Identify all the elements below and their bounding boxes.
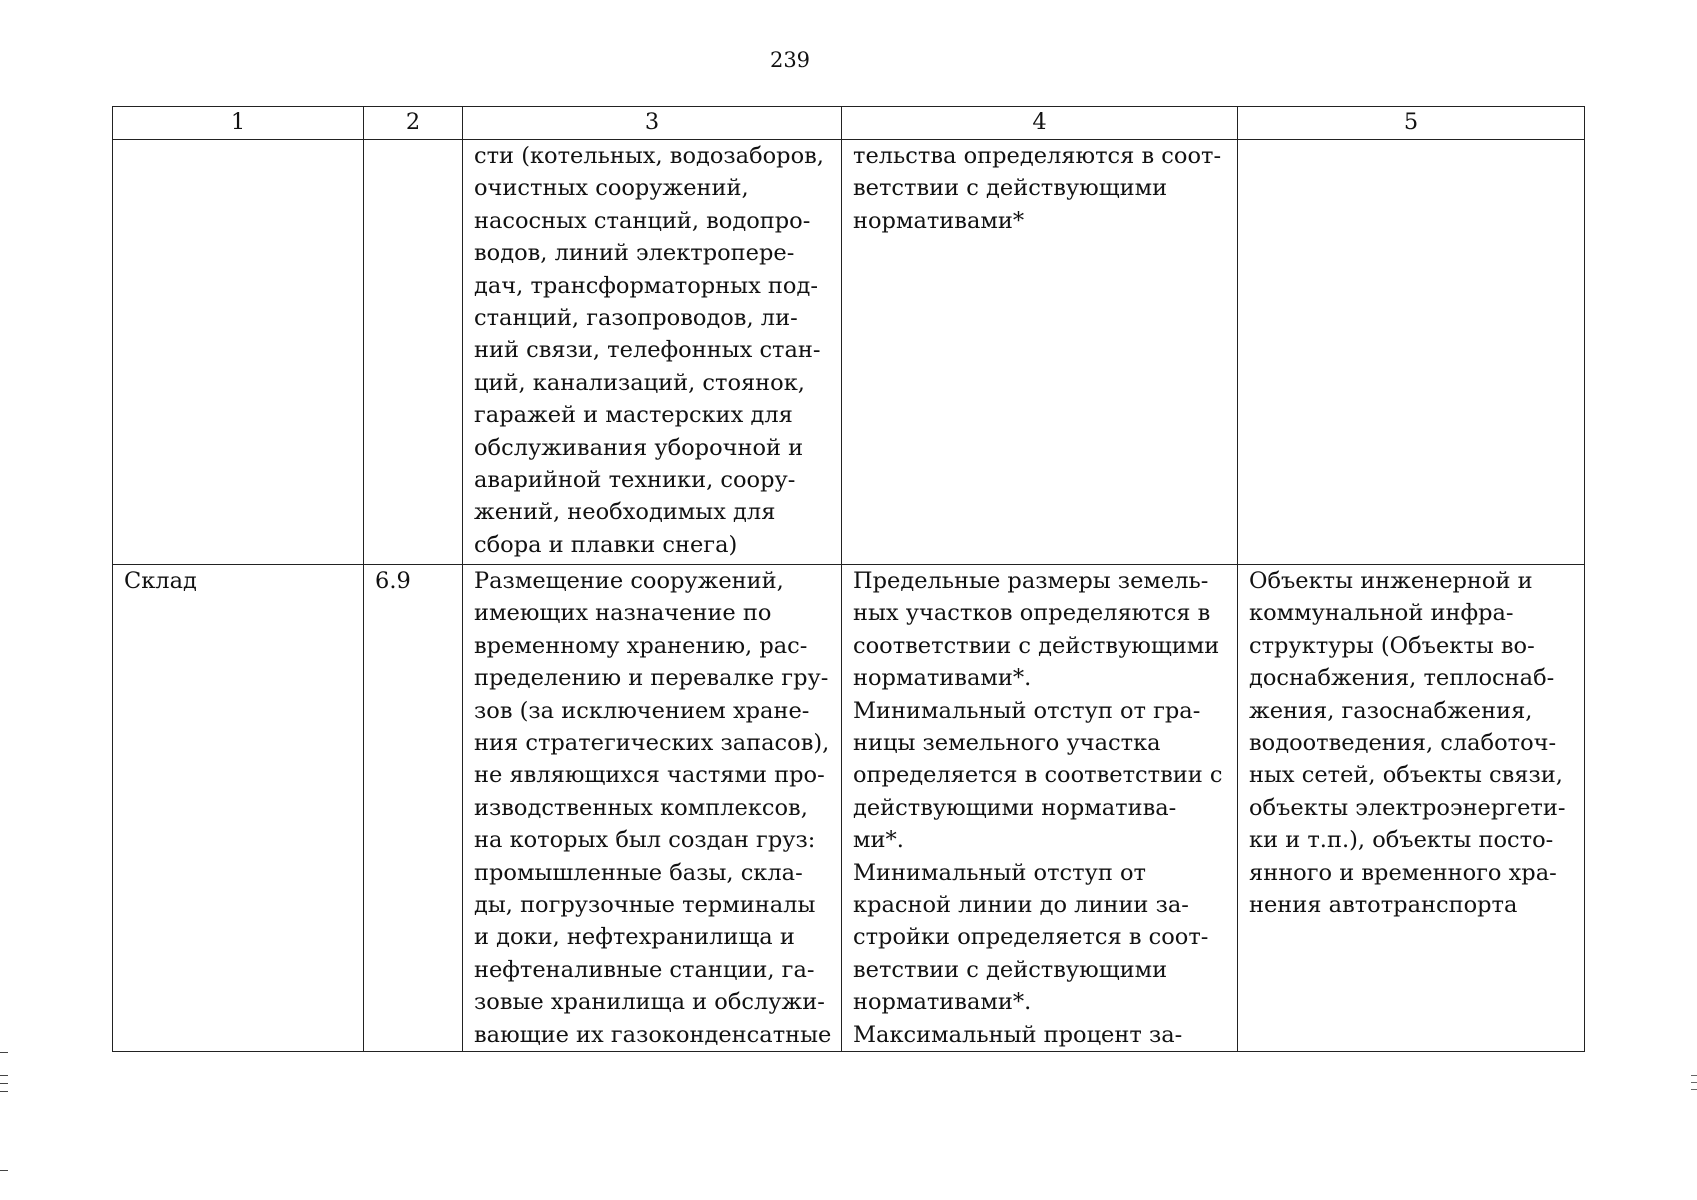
scan-margin-mark [0, 1091, 8, 1092]
column-header-2: 2 [364, 107, 463, 140]
cell-text-line: сти (котельных, водозаборов, [474, 143, 824, 169]
table-row [113, 565, 1585, 1052]
cell-text-line: Размещение сооружений, [474, 568, 784, 594]
cell-text-line: янного и временного хра- [1249, 859, 1557, 886]
cell-text-line: на которых был создан груз: [474, 827, 816, 854]
cell-text-line: водов, линий электропере- [474, 240, 795, 267]
cell-text-line: коммунальной инфра- [1249, 600, 1514, 627]
scan-margin-mark [0, 1083, 8, 1084]
cell-text-line: промышленные базы, скла- [474, 859, 803, 886]
cell-text-line: соответствии с действующими [853, 632, 1220, 659]
parameters-cell [842, 140, 1238, 565]
cell-text-line: нения автотранспорта [1249, 892, 1518, 919]
cell-text-line: ды, погрузочные терминалы [474, 892, 816, 919]
cell-text-line: зовые хранилища и обслужи- [474, 989, 825, 1016]
cell-text-line: дач, трансформаторных под- [474, 272, 818, 299]
cell-text-line: ных участков определяются в [853, 600, 1211, 627]
cell-text-line: ных сетей, объекты связи, [1249, 762, 1563, 789]
land-use-code-cell [364, 140, 463, 565]
scan-margin-mark [1691, 1075, 1697, 1076]
scan-margin-mark [1691, 1082, 1697, 1083]
cell-text-line: временному хранению, рас- [474, 632, 808, 659]
cell-text-line: тельства определяются в соот- [853, 143, 1222, 169]
cell-text-line: Объекты инженерной и [1249, 568, 1533, 594]
cell-text-line: пределению и перевалке гру- [474, 665, 829, 692]
column-header-1: 1 [113, 107, 364, 140]
scan-margin-mark [1691, 1089, 1697, 1090]
cell-text-line: ветствии с действующими [853, 956, 1168, 983]
description-cell [463, 140, 842, 565]
cell-text-line: Минимальный отступ от гра- [853, 697, 1201, 724]
land-use-table [112, 106, 1585, 1052]
cell-text-line: не являющихся частями про- [474, 762, 825, 789]
cell-text-line: Максимальный процент за- [853, 1021, 1183, 1048]
cell-text-line: определяется в соответствии с [853, 762, 1223, 789]
table-container [112, 106, 1584, 1052]
column-header-4: 4 [842, 107, 1238, 140]
scan-margin-mark [0, 1052, 8, 1053]
cell-text-line: сбора и плавки снега) [474, 531, 738, 558]
cell-text-line: вающие их газоконденсатные [474, 1021, 832, 1048]
cell-text-line: и доки, нефтехранилища и [474, 924, 795, 951]
column-header-3: 3 [463, 107, 842, 140]
table-header-row [113, 107, 1585, 140]
description-cell [463, 565, 842, 1052]
cell-text-line: ний связи, телефонных стан- [474, 337, 821, 364]
cell-text-line: ветствии с действующими [853, 175, 1168, 202]
parameters-cell [842, 565, 1238, 1052]
auxiliary-uses-cell [1238, 140, 1585, 565]
cell-text-line: нормативами*. [853, 989, 1032, 1016]
cell-text-line: водоотведения, слаботоч- [1249, 730, 1557, 757]
column-header-5: 5 [1238, 107, 1585, 140]
cell-text-line: действующими норматива- [853, 794, 1177, 821]
auxiliary-uses-cell [1238, 565, 1585, 1052]
table-row [113, 140, 1585, 565]
cell-text-line: доснабжения, теплоснаб- [1249, 665, 1555, 692]
cell-text-line: насосных станций, водопро- [474, 207, 811, 234]
cell-text-line: Предельные размеры земель- [853, 568, 1209, 594]
cell-text-line: ки и т.п.), объекты посто- [1249, 827, 1554, 854]
cell-text-line: ницы земельного участка [853, 730, 1161, 757]
cell-text-line: Минимальный отступ от [853, 859, 1146, 886]
land-use-code-cell: 6.9 [364, 565, 463, 1052]
land-use-name-cell: Склад [113, 565, 364, 1052]
cell-text-line: жения, газоснабжения, [1249, 697, 1533, 724]
cell-text-line: аварийной техники, соору- [474, 467, 796, 494]
cell-text-line: нормативами* [853, 207, 1025, 234]
cell-text-line: нормативами*. [853, 665, 1032, 692]
cell-text-line: структуры (Объекты во- [1249, 632, 1535, 659]
cell-text-line: гаражей и мастерских для [474, 402, 793, 429]
cell-text-line: станций, газопроводов, ли- [474, 305, 798, 332]
cell-text-line: изводственных комплексов, [474, 794, 808, 821]
cell-text-line: нефтеналивные станции, га- [474, 956, 815, 983]
cell-text-line: ми*. [853, 827, 904, 854]
page-number: 239 [769, 48, 811, 72]
cell-text-line: очистных сооружений, [474, 175, 749, 202]
cell-text-line: имеющих назначение по [474, 600, 772, 627]
cell-text-line: обслуживания уборочной и [474, 434, 804, 461]
cell-text-line: ния стратегических запасов), [474, 730, 830, 757]
cell-text-line: жений, необходимых для [474, 499, 776, 526]
cell-text-line: ций, канализаций, стоянок, [474, 369, 805, 396]
cell-text-line: стройки определяется в соот- [853, 924, 1209, 951]
cell-text-line: красной линии до линии за- [853, 892, 1189, 919]
scan-margin-mark [0, 1170, 8, 1171]
cell-text-line: объекты электроэнергети- [1249, 794, 1566, 821]
scan-margin-mark [0, 1075, 8, 1076]
land-use-name-cell [113, 140, 364, 565]
cell-text-line: зов (за исключением хране- [474, 697, 810, 724]
